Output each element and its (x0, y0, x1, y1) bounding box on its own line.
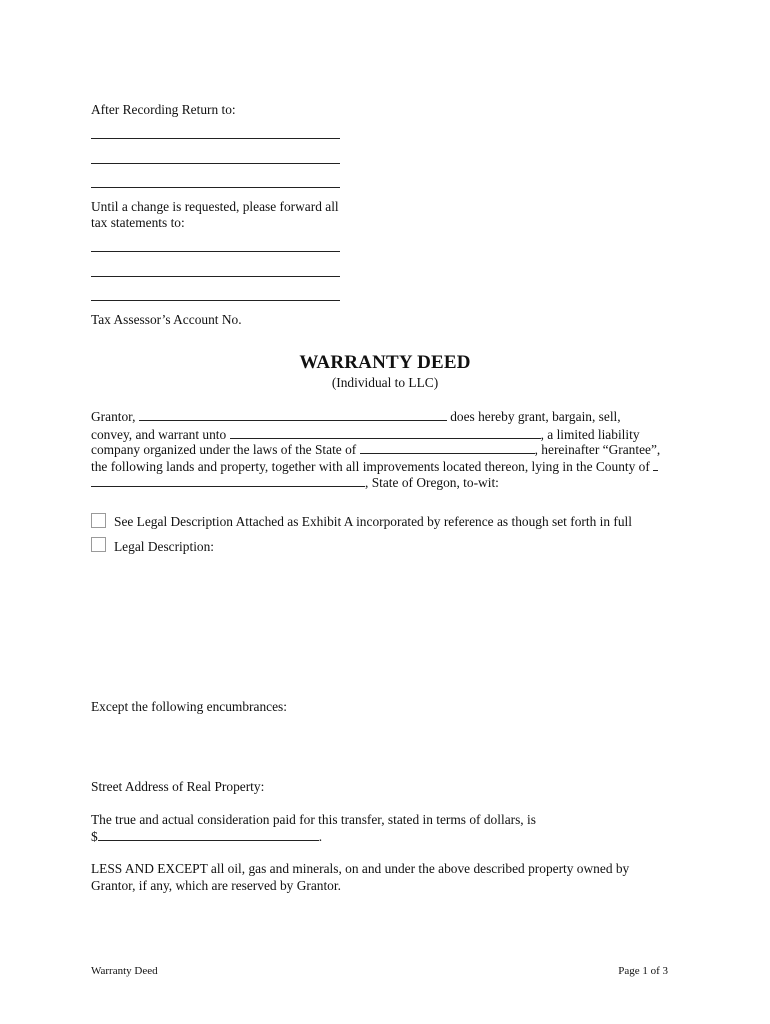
reservation-line-2: Grantor, if any, which are reserved by Grantor. (91, 878, 341, 893)
document-title: WARRANTY DEED (299, 352, 471, 373)
tax-address-line-2[interactable] (91, 276, 340, 277)
return-address-line-2[interactable] (91, 163, 340, 164)
tax-statements-label-line1: Until a change is requested, please forward all (91, 199, 339, 214)
state-text: , State of Oregon, to-wit: (365, 475, 499, 490)
return-address-line-3[interactable] (91, 187, 340, 188)
footer-document-name: Warranty Deed (91, 965, 158, 977)
grantor-name-field[interactable] (139, 408, 447, 421)
grant-line-1 (91, 408, 621, 425)
encumbrances-label: Except the following encumbrances: (91, 699, 287, 714)
street-address-label: Street Address of Real Property: (91, 779, 265, 794)
consideration-text: The true and actual consideration paid for this transfer, stated in terms of dollars, is (91, 812, 536, 827)
grantor-prefix: Grantor, (91, 409, 136, 424)
tax-statements-label-line2: tax statements to: (91, 215, 185, 230)
grantee-name-field[interactable] (230, 426, 541, 439)
document-subtitle: (Individual to LLC) (331, 375, 439, 390)
company-prefix: company organized under the laws of the State of (91, 442, 357, 457)
lands-text: the following lands and property, together with all improvements located thereon, lying in the County of (91, 459, 650, 474)
consideration-amount-line (91, 828, 322, 845)
return-address-line-1[interactable] (91, 138, 340, 139)
legal-description-checkbox[interactable] (91, 537, 106, 552)
legal-description-label: Legal Description: (114, 539, 215, 554)
county-field[interactable] (91, 474, 365, 487)
county-field-start[interactable] (653, 458, 658, 471)
exhibit-a-checkbox[interactable] (91, 513, 106, 528)
grant-text: does hereby grant, bargain, sell, (450, 409, 621, 424)
grant-line-3 (91, 441, 660, 458)
reservation-line-1: LESS AND EXCEPT all oil, gas and minerals, on and under the above described property owned by (91, 861, 630, 876)
return-label: After Recording Return to: (91, 102, 236, 117)
exhibit-a-label: See Legal Description Attached as Exhibit A incorporated by reference as though set forth in full (114, 514, 632, 529)
grantee-text: , hereinafter “Grantee”, (534, 442, 661, 457)
consideration-period: . (318, 829, 323, 844)
tax-address-line-1[interactable] (91, 251, 340, 252)
dollar-sign: $ (91, 829, 98, 844)
tax-address-line-3[interactable] (91, 300, 340, 301)
llc-text: , a limited liability (540, 427, 640, 442)
footer-page-number: Page 1 of 3 (618, 965, 668, 977)
grant-line-4 (91, 458, 658, 475)
state-of-organization-field[interactable] (360, 441, 535, 454)
consideration-amount-field[interactable] (98, 828, 319, 841)
tax-assessor-account-label: Tax Assessor’s Account No. (91, 312, 242, 327)
grant-line-5 (91, 474, 499, 491)
convey-prefix: convey, and warrant unto (91, 427, 227, 442)
